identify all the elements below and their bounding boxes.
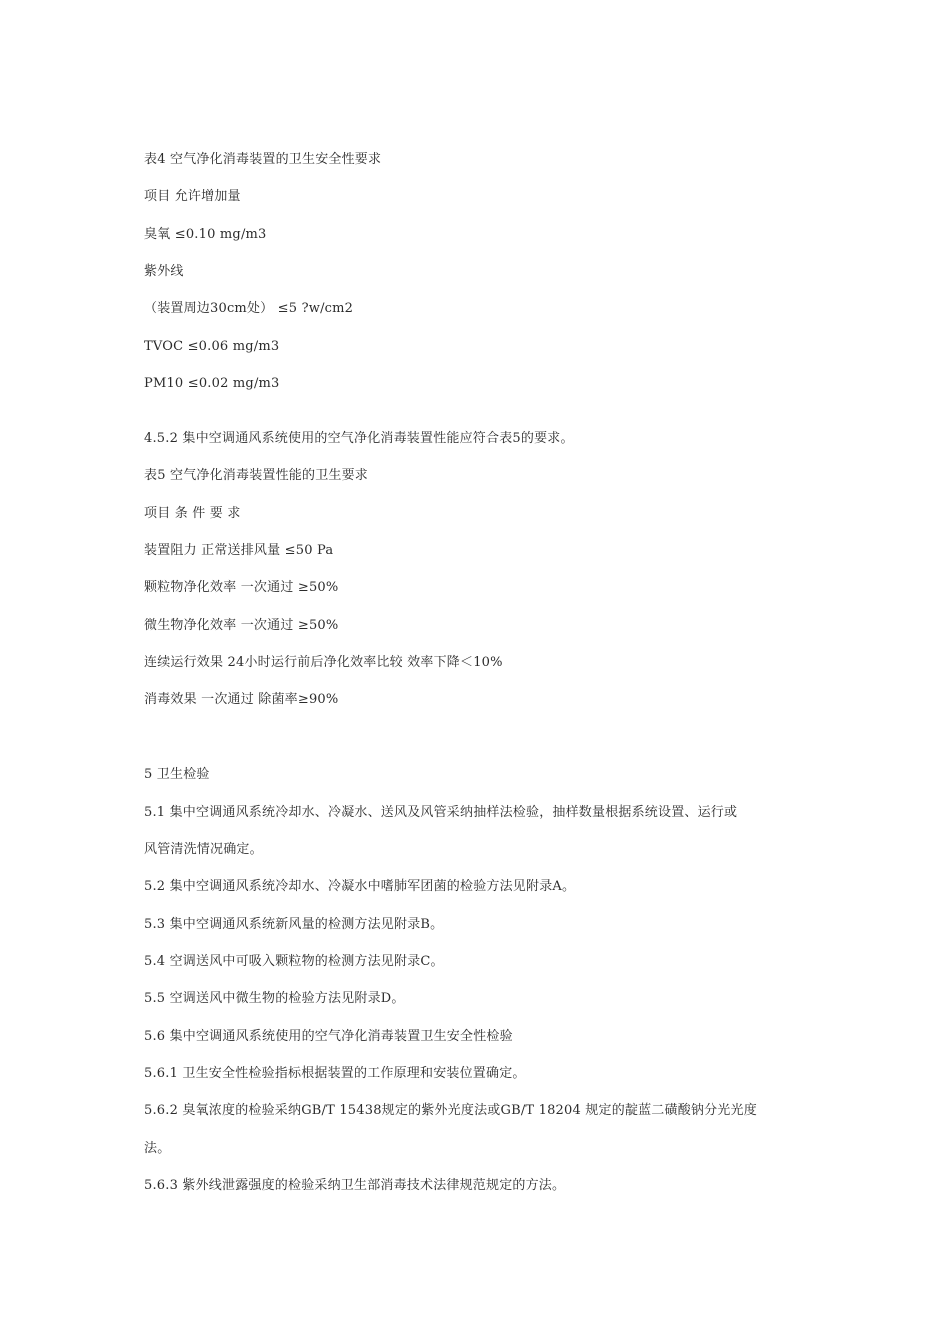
paragraph-5-3: 5.3 集中空调通风系统新风量的检测方法见附录B。	[144, 917, 444, 932]
paragraph-5-6-2: 5.6.2 臭氧浓度的检验采纳GB/T 15438规定的紫外光度法或GB/T 18204 规定的靛蓝二磺酸钠分光光度	[144, 1103, 757, 1118]
table4-row-uv-detail: （装置周边30cm处） ≤5 ?w/cm2	[144, 301, 354, 316]
table4-row-ozone: 臭氧 ≤0.10 mg/m3	[144, 227, 267, 242]
table4-row-uv: 紫外线	[144, 264, 184, 279]
table5-row-resistance: 装置阻力 正常送排风量 ≤50 Pa	[144, 543, 334, 558]
table4-header: 项目 允许增加量	[144, 189, 241, 204]
table5-title: 表5 空气净化消毒装置性能的卫生要求	[144, 468, 369, 483]
paragraph-5-6-1: 5.6.1 卫生安全性检验指标根据装置的工作原理和安装位置确定。	[144, 1066, 526, 1081]
table5-row-microbe: 微生物净化效率 一次通过 ≥50%	[144, 618, 339, 633]
table5-row-particle: 颗粒物净化效率 一次通过 ≥50%	[144, 580, 339, 595]
paragraph-5-1-cont: 风管清洗情况确定。	[144, 842, 263, 857]
document-page	[144, 0, 814, 1344]
table5-row-continuous: 连续运行效果 24小时运行前后净化效率比较 效率下降＜10%	[144, 655, 503, 670]
table5-row-disinfection: 消毒效果 一次通过 除菌率≥90%	[144, 692, 339, 707]
paragraph-5-5: 5.5 空调送风中微生物的检验方法见附录D。	[144, 991, 405, 1006]
paragraph-5-6-3: 5.6.3 紫外线泄露强度的检验采纳卫生部消毒技术法律规范规定的方法。	[144, 1178, 566, 1193]
table4-row-tvoc: TVOC ≤0.06 mg/m3	[144, 339, 280, 354]
section5-heading: 5 卫生检验	[144, 767, 210, 782]
paragraph-5-6-2-cont: 法。	[144, 1141, 171, 1156]
table4-row-pm10: PM10 ≤0.02 mg/m3	[144, 376, 280, 391]
table4-title: 表4 空气净化消毒装置的卫生安全性要求	[144, 152, 382, 167]
paragraph-5-2: 5.2 集中空调通风系统冷却水、冷凝水中嗜肺军团菌的检验方法见附录A。	[144, 879, 576, 894]
paragraph-5-4: 5.4 空调送风中可吸入颗粒物的检测方法见附录C。	[144, 954, 444, 969]
clause-4-5-2: 4.5.2 集中空调通风系统使用的空气净化消毒装置性能应符合表5的要求。	[144, 431, 574, 446]
paragraph-5-6: 5.6 集中空调通风系统使用的空气净化消毒装置卫生安全性检验	[144, 1029, 513, 1044]
paragraph-5-1: 5.1 集中空调通风系统冷却水、冷凝水、送风及风管采纳抽样法检验，抽样数量根据系统设置、运行或	[144, 805, 738, 820]
table5-header: 项目 条 件 要 求	[144, 506, 241, 521]
